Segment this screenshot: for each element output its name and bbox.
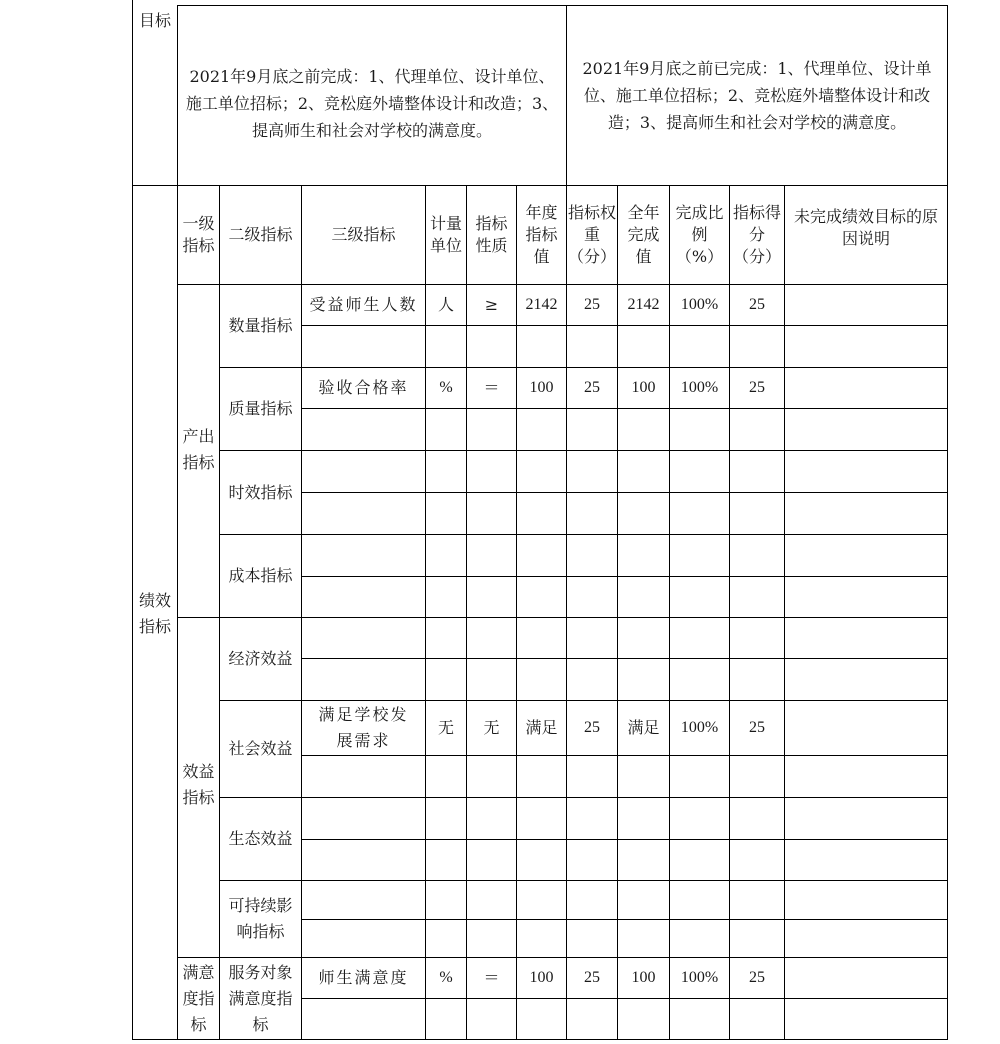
cell-weight: 25 <box>584 379 600 396</box>
goal-planned: 2021年9月底之前完成：1、代理单位、设计单位、施工单位招标；2、竞松庭外墙整体设计和改造；3、提高师生和社会对学校的满意度。 <box>185 67 559 140</box>
header-annual-target: 年度指标值 <box>525 203 558 266</box>
cell-nature: ≥ <box>484 295 499 314</box>
cell-unit: 无 <box>437 718 454 737</box>
level2-ecological: 生态效益 <box>228 829 293 848</box>
goal-actual: 2021年9月底之前已完成：1、代理单位、设计单位、施工单位招标；2、竞松庭外墙整体设计和改造；3、提高师生和社会对学校的满意度。 <box>582 59 932 132</box>
cell-unit: 人 <box>437 295 454 314</box>
header-weight: 指标权重（分） <box>568 203 617 266</box>
row-line <box>301 919 948 920</box>
header-unit: 计量单位 <box>429 214 462 255</box>
row-line <box>301 839 948 840</box>
level1-benefit: 效益指标 <box>182 762 215 807</box>
row-line <box>301 755 948 756</box>
row-line <box>301 492 948 493</box>
cell-nature: 无 <box>483 718 500 737</box>
cell-weight: 25 <box>584 296 600 313</box>
row-line <box>219 450 948 451</box>
header-actual: 全年完成值 <box>627 203 660 266</box>
row-line <box>301 576 948 577</box>
cell-indicator: 受益师生人数 <box>309 295 418 314</box>
cell-actual: 100 <box>631 379 656 396</box>
cell-weight: 25 <box>584 969 600 986</box>
row-line <box>219 797 948 798</box>
cell-actual: 满足 <box>627 718 660 737</box>
cell-ratio: 100% <box>680 379 719 396</box>
cell-indicator: 师生满意度 <box>318 968 409 987</box>
level2-quality: 质量指标 <box>228 399 293 418</box>
row-line <box>301 658 948 659</box>
level1-satisfaction: 满意度指标 <box>182 962 215 1034</box>
border-bottom <box>132 1039 948 1040</box>
row-line <box>301 408 948 409</box>
row-line <box>219 880 948 881</box>
header-nature: 指标性质 <box>475 214 508 255</box>
header-ratio: 完成比例（%） <box>675 203 724 266</box>
level2-quantity: 数量指标 <box>228 316 293 335</box>
header-reason: 未完成绩效目标的原因说明 <box>793 207 938 248</box>
level2-economic: 经济效益 <box>228 649 293 668</box>
cell-target: 满足 <box>525 718 558 737</box>
goal-label: 目标 <box>138 11 171 30</box>
level2-social: 社会效益 <box>228 739 293 758</box>
header-level1: 一级指标 <box>182 214 215 255</box>
cell-score: 25 <box>749 719 765 736</box>
cell-ratio: 100% <box>680 296 719 313</box>
cell-target: 100 <box>529 969 554 986</box>
cell-weight: 25 <box>584 719 600 736</box>
cell-score: 25 <box>749 379 765 396</box>
row-line <box>301 325 948 326</box>
border-right <box>947 5 948 1040</box>
level2-service: 服务对象满意度指标 <box>228 962 293 1034</box>
header-level3: 三级指标 <box>331 225 396 244</box>
cell-target: 2142 <box>525 296 558 313</box>
cell-target: 100 <box>529 379 554 396</box>
header-level2: 二级指标 <box>228 225 293 244</box>
row-line <box>301 998 948 999</box>
cell-indicator: 验收合格率 <box>318 378 409 397</box>
cell-ratio: 100% <box>680 969 719 986</box>
cell-actual: 100 <box>631 969 656 986</box>
cell-score: 25 <box>749 296 765 313</box>
row-line <box>219 534 948 535</box>
cell-unit: % <box>439 379 453 396</box>
cell-indicator: 满足学校发展需求 <box>318 705 409 750</box>
level2-sustainable: 可持续影响指标 <box>228 896 293 941</box>
perf-indicators-label: 绩效指标 <box>138 591 171 636</box>
border-left <box>132 0 133 1040</box>
header-score: 指标得分（分） <box>733 203 782 266</box>
cell-unit: % <box>439 969 453 986</box>
level1-output: 产出指标 <box>182 427 215 472</box>
cell-nature: ＝ <box>483 378 500 397</box>
cell-ratio: 100% <box>680 719 719 736</box>
cell-nature: ＝ <box>483 968 500 987</box>
level2-cost: 成本指标 <box>228 566 293 585</box>
level2-timeliness: 时效指标 <box>228 482 293 502</box>
col-line <box>784 185 785 1040</box>
cell-actual: 2142 <box>627 296 660 313</box>
cell-score: 25 <box>749 969 765 986</box>
